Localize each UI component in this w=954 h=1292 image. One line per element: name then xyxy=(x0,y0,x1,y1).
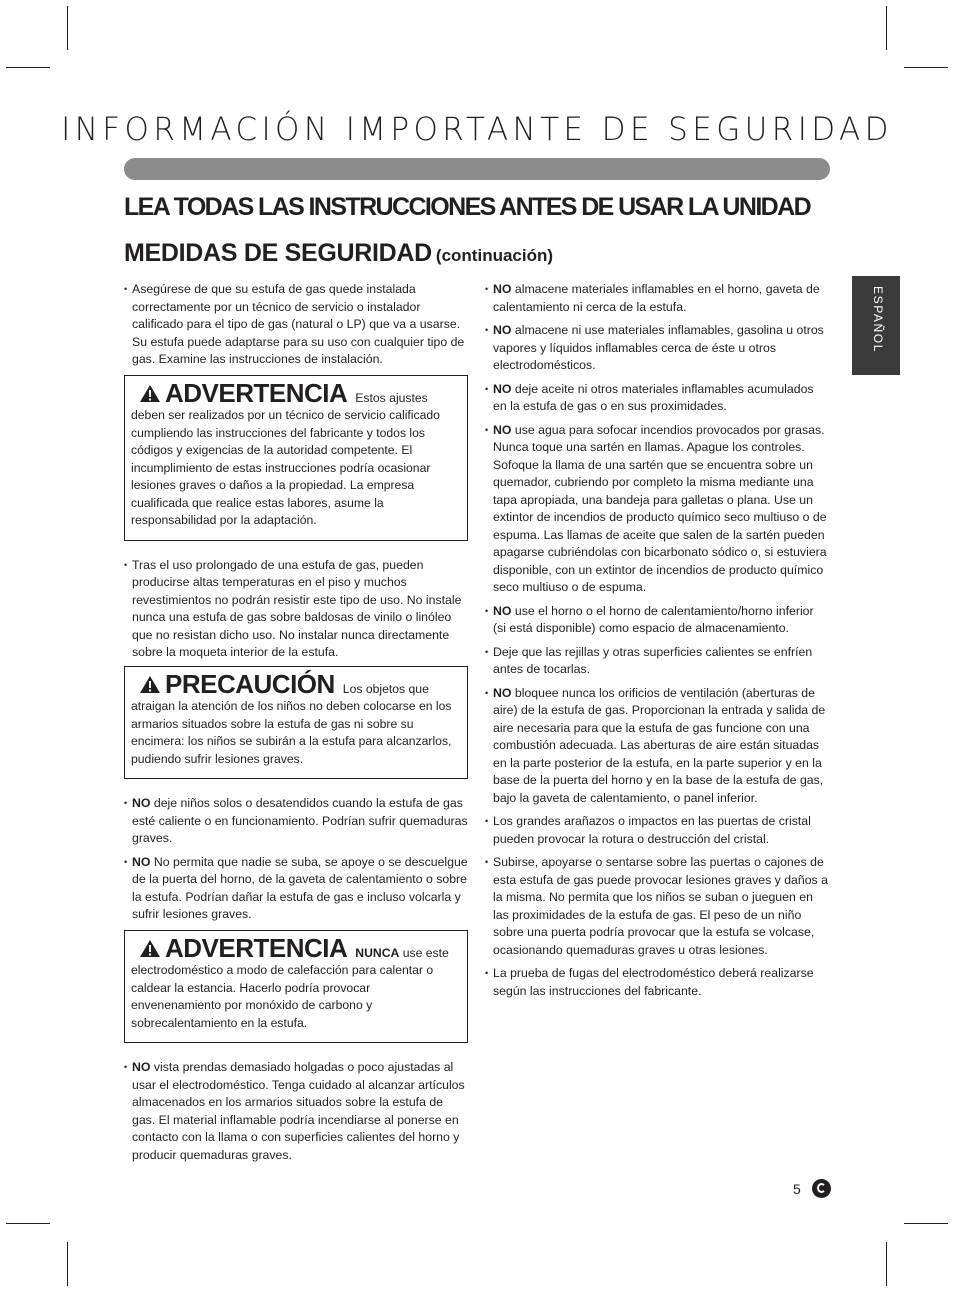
list-item xyxy=(124,854,468,924)
list-item-text: bloquee nunca los orificios de ventilación (aberturas de aire) de la estufa de gas. Proporcionan la entrada y salida de aire necesaria para que la estufa de gas funcione con una combustión adecuada. Las aberturas de aire están situadas en la parte posterior de la estufa, en la parte superior y en la base de la puerta del horno y en la base de la estufa de gas, bajo la gaveta de calentamiento, o panel inferior. xyxy=(493,685,826,805)
page-title: INFORMACIÓN IMPORTANTE DE SEGURIDAD xyxy=(61,111,893,149)
language-tab xyxy=(852,276,900,375)
list-item xyxy=(485,965,829,1000)
section-subtitle: (continuación) xyxy=(435,246,554,265)
list-item xyxy=(485,322,829,375)
caution-label: PRECAUCIÓN xyxy=(165,668,335,699)
left-column xyxy=(124,281,468,1170)
crop-mark xyxy=(886,6,887,50)
warning-box xyxy=(124,375,468,541)
crop-mark xyxy=(67,1242,68,1286)
list-item xyxy=(485,422,829,597)
no-label: NO xyxy=(132,1060,151,1074)
main-heading: LEA TODAS LAS INSTRUCCIONES ANTES DE USAR LA UNIDAD xyxy=(124,193,811,221)
caution-intro: Los objetos que xyxy=(342,681,429,696)
no-label: NO xyxy=(493,381,512,396)
warning-intro: use este xyxy=(399,945,449,960)
warning-label: ADVERTENCIA xyxy=(165,377,348,408)
list-item-text: La prueba de fugas del electrodoméstico deberá realizarse según las instrucciones del fabricante. xyxy=(493,966,814,998)
page-number: 5 xyxy=(793,1181,801,1197)
list-item-text: use el horno o el horno de calentamiento/horno inferior (si está disponible) como espacio de almacenamiento. xyxy=(493,603,814,635)
list-item-text: Asegúrese de que su estufa de gas quede instalada correctamente por un técnico de servicio o instalador calificado para el tipo de gas (natural o LP) que va a usarse. Su estufa puede adaptarse para su uso con cualquier tipo de gas. Examine las instrucciones de instalación. xyxy=(132,282,465,366)
list-item-text: almacene ni use materiales inflamables, gasolina u otros vapores y líquidos inflamables cerca de éste u otros electrodomésticos. xyxy=(493,323,824,372)
crop-mark xyxy=(904,1223,948,1224)
list-item xyxy=(124,557,468,662)
list-item-text: deje aceite ni otros materiales inflamables acumulados en la estufa de gas o en sus proximidades. xyxy=(493,381,814,413)
list-item-text: Tras el uso prolongado de una estufa de gas, pueden producirse altas temperaturas en el piso y muchos revestimientos no podrán resistir este tipo de uso. No instale nunca una estufa de gas sobre baldosas de vinilo o linóleo que no resistan dicho uso. No instalar nunca directamente sobre la moqueta interior de la estufa. xyxy=(132,557,462,659)
list-item-text: almacene materiales inflamables en el horno, gaveta de calentamiento ni cerca de la estufa. xyxy=(493,282,820,314)
no-label: NO xyxy=(493,603,512,618)
list-item xyxy=(485,644,829,679)
list-item xyxy=(485,813,829,848)
list-item-text: deje niños solos o desatendidos cuando la estufa de gas esté caliente o en funcionamiento. Podrían sufrir quemaduras graves. xyxy=(132,796,468,845)
warning-triangle-icon xyxy=(139,675,161,694)
title-divider-bar xyxy=(124,158,830,180)
list-item-text: Deje que las rejillas y otras superficies calientes se enfríen antes de tocarlas. xyxy=(493,644,813,676)
section-title: MEDIDAS DE SEGURIDAD xyxy=(124,239,432,267)
no-label: NO xyxy=(132,854,151,869)
language-tab-label: ESPAÑOL xyxy=(871,286,885,353)
nunca-label: NUNCA xyxy=(355,945,400,960)
right-column xyxy=(485,281,829,1006)
list-item xyxy=(485,381,829,416)
no-label: NO xyxy=(132,796,151,810)
crop-mark xyxy=(67,6,68,50)
warning-intro: Estos ajustes xyxy=(355,390,428,405)
list-item xyxy=(124,281,468,369)
warning-box xyxy=(124,930,468,1044)
list-item xyxy=(485,685,829,808)
warning-text: deben ser realizados por un técnico de servicio calificado cumpliendo las instrucciones del fabricante y todos los códigos y exigencias de la autoridad competente. El incumplimiento de estas instrucciones podría ocasionar lesiones graves o daños a la propiedad. La empresa cualificada que realice estas labores, asume la responsabilidad por la adaptación. xyxy=(131,408,440,527)
caution-text: atraigan la atención de los niños no deben colocarse en los armarios situados sobre la estufa de gas ni sobre su encimera: los niños se subirán a la estufa para alcanzarlos, pudiendo sufrir lesiones graves. xyxy=(131,699,452,766)
no-label: NO xyxy=(493,282,512,296)
warning-text: electrodoméstico a modo de calefacción para calentar o caldear la estancia. Hacerlo podría provocar envenenamiento por monóxido de carbono y sobrecalentamiento en la estufa. xyxy=(131,963,434,1030)
list-item-text: Los grandes arañazos o impactos en las puertas de cristal pueden provocar la rotura o destrucción del cristal. xyxy=(493,814,811,846)
warning-triangle-icon xyxy=(139,939,161,958)
crop-mark xyxy=(886,1242,887,1286)
section-heading xyxy=(124,239,553,268)
crop-mark xyxy=(6,1223,50,1224)
no-label: NO xyxy=(493,685,512,700)
list-item xyxy=(485,603,829,638)
list-item xyxy=(124,1059,468,1164)
list-item xyxy=(485,854,829,959)
list-item-text: use agua para sofocar incendios provocados por grasas. Nunca toque una sartén en llamas. Apague los controles. Sofoque la llama de una sartén que se encuentra sobre un quemador, cubriendo por completo la misma mediante una tapa apropiada, una bandeja para galletas o plana. Use un extintor de incendios de producto químico seco multiuso o de espuma. Las llamas de aceite que salen de la sartén pueden apagarse cubriéndolas con bicarbonato sódico o, si estuviera disponible, con un extintor de incendios de producto químico seco multiuso o de espuma. xyxy=(493,422,827,594)
warning-triangle-icon xyxy=(139,384,161,403)
no-label: NO xyxy=(493,422,512,437)
list-item-text: vista prendas demasiado holgadas o poco ajustadas al usar el electrodoméstico. Tenga cuidado al alcanzar artículos almacenados en los armarios situados sobre la estufa de gas. El material inflamable podría incendiarse al ponerse en contacto con la llama o con superficies calientes del horno y producir quemaduras graves. xyxy=(132,1060,465,1162)
crop-mark xyxy=(904,67,948,68)
list-item xyxy=(124,795,468,848)
list-item-text: No permita que nadie se suba, se apoye o se descuelgue de la puerta del horno, de la gaveta de calentamiento o sobre la estufa. Podrían dañar la estufa de gas e incluso volcarla y sufrir lesiones graves. xyxy=(132,854,468,921)
warning-label: ADVERTENCIA xyxy=(165,932,348,963)
list-item-text: Subirse, apoyarse o sentarse sobre las puertas o cajones de esta estufa de gas puede provocar lesiones graves y daños a la misma. No permita que los niños se suban o jueguen en las proximidades de la estufa de gas. El peso de un niño sobre una puerta podría provocar que la estufa se volcase, ocasionando quemaduras graves u otras lesiones. xyxy=(493,855,828,957)
crop-mark xyxy=(6,67,50,68)
caution-box xyxy=(124,666,468,780)
no-label: NO xyxy=(493,323,512,337)
lg-logo-icon xyxy=(812,1179,831,1198)
list-item xyxy=(485,281,829,316)
